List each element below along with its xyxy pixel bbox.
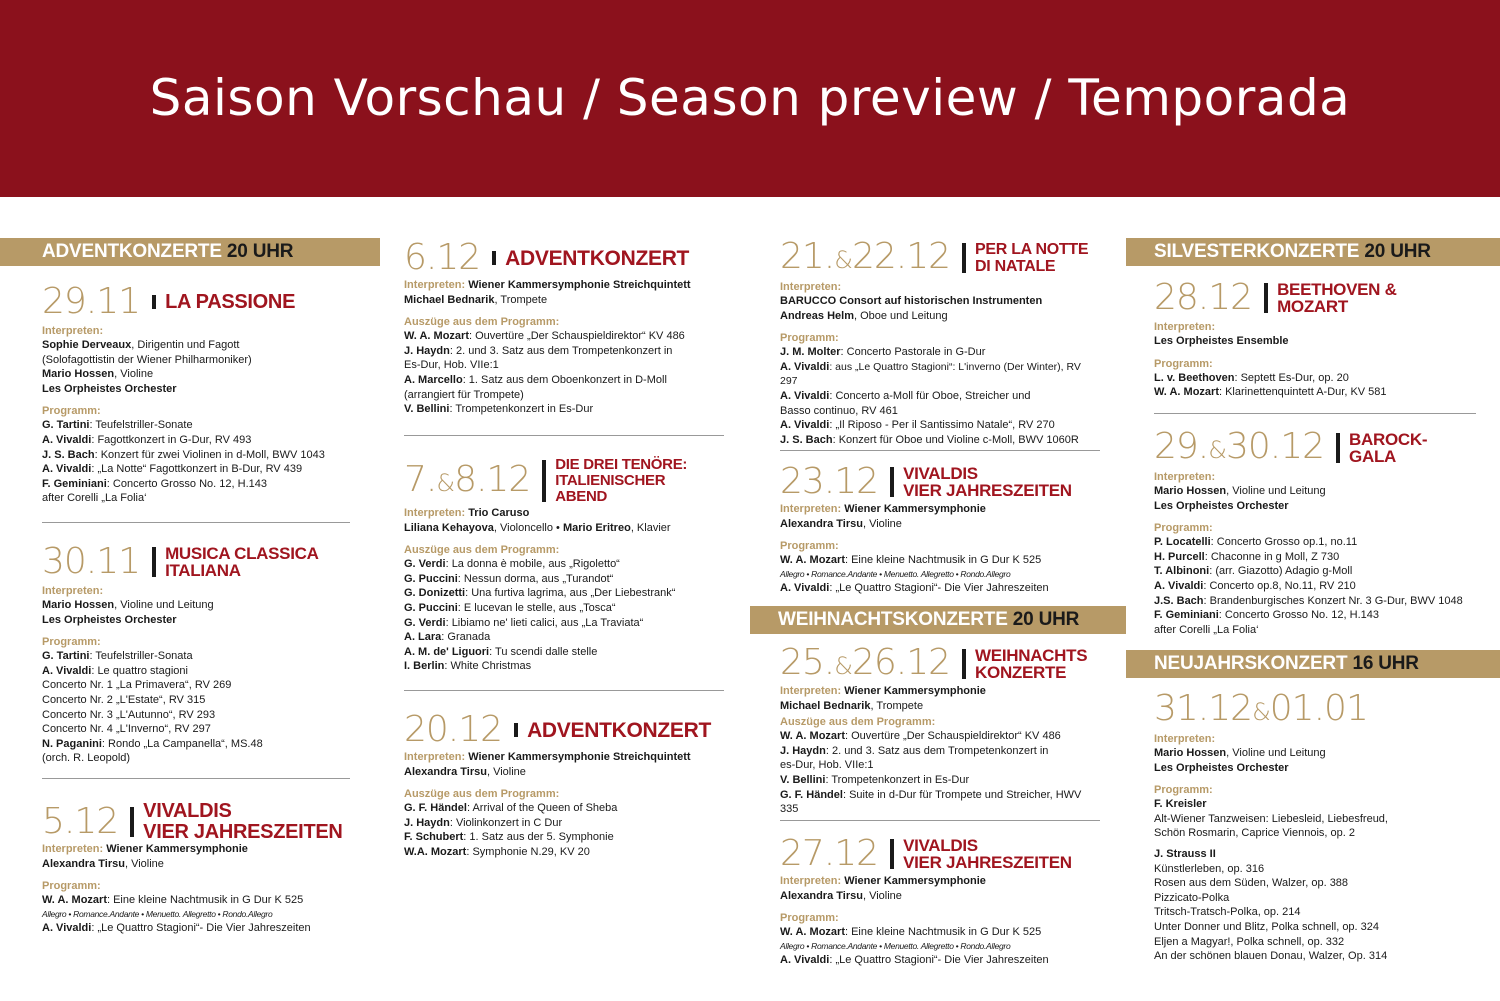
- program-list: W. A. Mozart: Eine kleine Nachtmusik in G Dur K 525 Allegro • Romance.Andante • Menuetto. Allegretto • Rondo.Allegro A. Vivaldi: „Le Quattro Stagioni“- Die Vier Jahreszeiten: [780, 926, 1049, 966]
- event-title: VIVALDIS VIER JAHRESZEITEN: [903, 836, 1072, 872]
- separator: [1154, 413, 1476, 414]
- program-label: Programm:: [780, 540, 839, 553]
- event-title: WEIHNACHTS KONZERTE: [975, 646, 1088, 682]
- event-6-12: 6.12 ADVENTKONZERT Interpreten: Wiener Kammersymphonie Streichquintett Michael Bednarik, Trompete Auszüge aus dem Programm: W. A. Mozart: Ouvertüre „Der Schauspieldirektor“ KV 486 J. Haydn: 2. und 3. Satz aus dem Trompetenkonzert in Es-Dur, Hob. VIIe:1 A. Marcello: 1. Satz aus dem Oboenkonzert in D-Moll (arrangiert für Trompete) V. Bellini: Trompetenkonzert in Es-Dur: [404, 238, 706, 417]
- separator: [404, 435, 724, 436]
- divider-bar: [130, 807, 134, 837]
- interpreters-list: Mario Hossen, Violine und Leitung Les Orpheistes Orchester: [1154, 485, 1326, 512]
- event-title: ADVENTKONZERT: [527, 718, 711, 742]
- interpreters-list: Alexandra Tirsu, Violine: [780, 889, 902, 902]
- event-date: 29.11: [42, 281, 141, 322]
- divider-bar: [890, 839, 894, 869]
- divider-bar: [1264, 283, 1268, 313]
- interpreters-label: Interpreten:: [404, 279, 466, 291]
- interpreters-label: Interpreten:: [42, 843, 104, 855]
- event-title: LA PASSIONE: [165, 290, 296, 313]
- program-label: Programm:: [42, 636, 101, 649]
- banner-label: NEUJAHRSKONZERT: [1154, 653, 1348, 674]
- interpreters-label: Interpreten:: [1154, 733, 1216, 745]
- event-date: 27.12: [780, 833, 879, 874]
- event-date: 20.12: [404, 709, 503, 750]
- event-29-30-12: [1154, 425, 1490, 637]
- event-21-22-12: [780, 235, 1100, 447]
- divider-bar: [514, 723, 518, 737]
- program-label: Programm:: [1154, 357, 1213, 370]
- event-20-12: 20.12 ADVENTKONZERT Interpreten: Wiener Kammersymphonie Streichquintett Alexandra Tirsu, Violine Auszüge aus dem Programm: G. F. Händel: Arrival of the Queen of Sheba J. Haydn: Violinkonzert in C Dur F. Schubert: 1. Satz aus der 5. Symphonie W.A. Mozart: Symphonie N.29, KV 20: [404, 709, 711, 858]
- event-date: 5.12: [42, 801, 119, 842]
- interpreters-list: Les Orpheistes Ensemble: [1154, 335, 1289, 347]
- interpreters-list: Michael Bednarik, Trompete: [404, 293, 548, 306]
- event-date: 21.&22.12: [780, 235, 951, 277]
- program-label: Programm:: [42, 880, 101, 893]
- separator: [404, 690, 724, 691]
- interpreters-list: Sophie Derveaux, Dirigentin und Fagott (Solofagottistin der Wiener Philharmoniker) Mario Hossen, Violine Les Orpheistes Orchester: [42, 339, 252, 395]
- interpreters-list: Liliana Kehayova, Violoncello • Mario Eritreo, Klavier: [404, 521, 671, 534]
- divider-bar: [152, 295, 156, 309]
- program-label: Programm:: [1154, 522, 1213, 535]
- separator: [780, 450, 1100, 451]
- program-label: Auszüge aus dem Programm:: [404, 544, 560, 557]
- separator: [42, 778, 350, 779]
- banner-label: ADVENTKONZERTE: [42, 241, 222, 262]
- interpreters-label: Interpreten:: [1154, 321, 1216, 333]
- program-list: P. Locatelli: Concerto Grosso op.1, no.11 H. Purcell: Chaconne in g Moll, Z 730 T. Albinoni: (arr. Giazotto) Adagio g-Moll A. Vivaldi: Concerto op.8, No.11, RV 210 J.S. Bach: Brandenburgisches Konzert Nr. 3 G-Dur, BWV 1048 F. Geminiani: Concerto Grosso No. 12, H.143 after Corelli „La Folia‘: [1154, 536, 1463, 636]
- program-label: Auszüge aus dem Programm:: [404, 316, 560, 329]
- interpreters-label: Interpreten:: [780, 503, 842, 515]
- banner-label: WEIHNACHTSKONZERTE: [778, 609, 1008, 630]
- event-30-11: [42, 542, 360, 766]
- program-label: Programm:: [42, 405, 101, 418]
- program-list: G. F. Händel: Arrival of the Queen of Sheba J. Haydn: Violinkonzert in C Dur F. Schubert: 1. Satz aus der 5. Symphonie W.A. Mozart: Symphonie N.29, KV 20: [404, 802, 618, 858]
- event-title: BAROCK- GALA: [1349, 430, 1428, 466]
- header-bar: [0, 0, 1500, 197]
- interpreters-list: Alexandra Tirsu, Violine: [404, 765, 526, 778]
- program-list: G. Verdi: La donna è mobile, aus „Rigoletto“ G. Puccini: Nessun dorma, aus „Turandot“ G. Donizetti: Una furtiva lagrima, aus „Der Liebestrank“ G. Puccini: E lucevan le stelle, aus „Tosca“ G. Verdi: Libiamo ne' lieti calici, aus „La Traviata“ A. Lara: Granada A. M. de' Liguori: Tu scendi dalle stelle I. Berlin: White Christmas: [404, 558, 676, 673]
- interpreters-label: Interpreten:: [1154, 471, 1216, 483]
- program-list: W. A. Mozart: Eine kleine Nachtmusik in G Dur K 525 Allegro • Romance.Andante • Menuetto. Allegretto • Rondo.Allegro A. Vivaldi: „Le Quattro Stagioni“- Die Vier Jahreszeiten: [42, 894, 311, 934]
- event-27-12: 27.12 VIVALDIS VIER JAHRESZEITEN Interpreten: Wiener Kammersymphonie Alexandra Tirsu, Violine Programm: W. A. Mozart: Eine kleine Nachtmusik in G Dur K 525 Allegro • Romance.Andante • Menuetto. Allegretto • Rondo.Allegro A. Vivaldi: „Le Quattro Stagioni“- Die Vier Jahreszeiten: [780, 834, 1100, 967]
- program-list: W. A. Mozart: Ouvertüre „Der Schauspieldirektor“ KV 486 J. Haydn: 2. und 3. Satz aus dem Trompetenkonzert in Es-Dur, Hob. VIIe:1 A. Marcello: 1. Satz aus dem Oboenkonzert in D-Moll (arrangiert für Trompete) V. Bellini: Trompetenkonzert in Es-Dur: [404, 330, 685, 416]
- event-25-26-12: 25.&26.12 WEIHNACHTS KONZERTE Interpreten: Wiener Kammersymphonie Michael Bednarik, Trompete Auszüge aus dem Programm: W. A. Mozart: Ouvertüre „Der Schauspieldirektor“ KV 486 J. Haydn: 2. und 3. Satz aus dem Trompetenkonzert in es-Dur, Hob. VIIe:1 V. Bellini: Trompetenkonzert in Es-Dur G. F. Händel: Suite in d-Dur für Trompete und Streicher, HWV 335: [780, 644, 1100, 817]
- banner-time: 20 UHR: [1012, 609, 1080, 630]
- event-date: 25.&26.12: [780, 641, 951, 683]
- divider-bar: [890, 467, 894, 497]
- program-list: G. Tartini: Teufelstriller-Sonata A. Vivaldi: Le quattro stagioni Concerto Nr. 1 „La Primavera“, RV 269 Concerto Nr. 2 „L'Estate“, RV 315 Concerto Nr. 3 „L'Autunno“, RV 293 Concerto Nr. 4 „L'Inverno“, RV 297 N. Paganini: Rondo „La Campanella“, MS.48 (orch. R. Leopold): [42, 650, 263, 765]
- page-title: Saison Vorschau / Season preview / Temporada: [149, 69, 1351, 127]
- interpreters-list: Mario Hossen, Violine und Leitung Les Orpheistes Orchester: [42, 599, 214, 626]
- event-title: VIVALDIS VIER JAHRESZEITEN: [903, 464, 1072, 500]
- section-banner-neujahr: [1126, 650, 1500, 678]
- program-list: F. Kreisler Alt-Wiener Tanzweisen: Liebesleid, Liebesfreud, Schön Rosmarin, Caprice Viennois, op. 2 J. Strauss II Künstlerleben, op. 316 Rosen aus dem Süden, Walzer, op. 388 Pizzicato-Polka Tritsch-Tratsch-Polka, op. 214 Unter Donner und Blitz, Polka schnell, op. 324 Eljen a Magyar!, Polka schnell, op. 332 An der schönen blauen Donau, Walzer, Op. 314: [1154, 798, 1388, 963]
- interpreters-list: Alexandra Tirsu, Violine: [780, 517, 902, 530]
- interpreters-label: Interpreten:: [42, 585, 104, 597]
- interpreters-label: Interpreten:: [404, 507, 466, 519]
- interpreters-label: Interpreten:: [42, 325, 104, 337]
- program-list: G. Tartini: Teufelstriller-Sonate A. Vivaldi: Fagottkonzert in G-Dur, RV 493 J. S. Bach: Konzert für zwei Violinen in d-Moll, BWV 1043 A. Vivaldi: „La Notte“ Fagottkonzert in B-Dur, RV 439 F. Geminiani: Concerto Grosso No. 12, H.143 after Corelli „La Folia‘: [42, 419, 325, 505]
- divider-bar: [542, 460, 546, 502]
- event-date: 29.&30.12: [1154, 425, 1325, 467]
- section-banner-advent: [0, 238, 380, 266]
- event-title: PER LA NOTTE DI NATALE: [975, 241, 1089, 275]
- divider-bar: [1336, 433, 1340, 463]
- event-date: 23.12: [780, 461, 879, 502]
- program-list: W. A. Mozart: Ouvertüre „Der Schauspieldirektor“ KV 486 J. Haydn: 2. und 3. Satz aus dem Trompetenkonzert in es-Dur, Hob. VIIe:1 V. Bellini: Trompetenkonzert in Es-Dur G. F. Händel: Suite in d-Dur für Trompete und Streicher, HWV 335: [780, 730, 1082, 816]
- interpreters-list: BARUCCO Consort auf historischen Instrumenten Andreas Helm, Oboe und Leitung: [780, 295, 1043, 322]
- interpreters-list: Michael Bednarik, Trompete: [780, 699, 924, 712]
- program-label: Auszüge aus dem Programm:: [780, 716, 936, 729]
- event-title: MUSICA CLASSICA ITALIANA: [165, 544, 319, 580]
- interpreters-label: Interpreten:: [780, 875, 842, 887]
- event-date: 7.&8.12: [404, 458, 531, 500]
- event-7-8-12: 7.&8.12 DIE DREI TENÖRE: ITALIENISCHER ABEND Interpreten: Trio Caruso Liliana Kehayova, Violoncello • Mario Eritreo, Klavier Auszüge aus dem Programm: G. Verdi: La donna è mobile, aus „Rigoletto“ G. Puccini: Nessun dorma, aus „Turandot“ G. Donizetti: Una furtiva lagrima, aus „Der Liebestrank“ G. Puccini: E lucevan le stelle, aus „Tosca“ G. Verdi: Libiamo ne' lieti calici, aus „La Traviata“ A. Lara: Granada A. M. de' Liguori: Tu scendi dalle stelle I. Berlin: White Christmas: [404, 456, 706, 674]
- separator: [42, 522, 350, 523]
- program-list: J. M. Molter: Concerto Pastorale in G-Dur A. Vivaldi: aus „Le Quattro Stagioni“: L'inverno (Der Winter), RV 297 A. Vivaldi: Concerto a-Moll für Oboe, Streicher und Basso continuo, RV 461 A. Vivaldi: „Il Riposo - Per il Santissimo Natale“, RV 270 J. S. Bach: Konzert für Oboe und Violine c-Moll, BWV 1060R: [780, 346, 1081, 446]
- interpreters-list: Alexandra Tirsu, Violine: [42, 857, 164, 870]
- divider-bar: [962, 649, 966, 679]
- section-banner-christmas: [750, 606, 1126, 634]
- event-date: 31.12&01.01: [1154, 687, 1368, 729]
- interpreters-label: Interpreten:: [404, 751, 466, 763]
- banner-time: 20 UHR: [1364, 241, 1431, 262]
- banner-time: 16 UHR: [1352, 653, 1419, 674]
- separator: [780, 820, 1100, 821]
- event-31-12-01-01: [1154, 687, 1490, 964]
- event-date: 28.12: [1154, 277, 1253, 318]
- divider-bar: [492, 251, 496, 265]
- program-list: L. v. Beethoven: Septett Es-Dur, op. 20 W. A. Mozart: Klarinettenquintett A-Dur, KV 581: [1154, 371, 1387, 399]
- event-title: BEETHOVEN & MOZART: [1277, 280, 1397, 316]
- event-date: 30.11: [42, 541, 141, 582]
- program-label: Auszüge aus dem Programm:: [404, 788, 560, 801]
- interpreters-list: Mario Hossen, Violine und Leitung Les Orpheistes Orchester: [1154, 747, 1326, 774]
- divider-bar: [152, 547, 156, 577]
- banner-label: SILVESTERKONZERTE: [1154, 241, 1360, 262]
- divider-bar: [962, 243, 966, 273]
- event-date: 6.12: [404, 237, 481, 278]
- event-title: VIVALDIS VIER JAHRESZEITEN: [143, 800, 343, 843]
- event-5-12: 5.12 VIVALDIS VIER JAHRESZEITEN Interpreten: Wiener Kammersymphonie Alexandra Tirsu, Violine Programm: W. A. Mozart: Eine kleine Nachtmusik in G Dur K 525 Allegro • Romance.Andante • Menuetto. Allegretto • Rondo.Allegro A. Vivaldi: „Le Quattro Stagioni“- Die Vier Jahreszeiten: [42, 802, 360, 935]
- banner-time: 20 UHR: [226, 241, 294, 262]
- event-title: ADVENTKONZERT: [505, 246, 690, 270]
- interpreters-label: Interpreten:: [780, 281, 842, 293]
- event-29-11: [42, 282, 360, 506]
- event-28-12: [1154, 278, 1490, 400]
- program-list: W. A. Mozart: Eine kleine Nachtmusik in G Dur K 525 Allegro • Romance.Andante • Menuetto. Allegretto • Rondo.Allegro A. Vivaldi: „Le Quattro Stagioni“- Die Vier Jahreszeiten: [780, 554, 1049, 594]
- interpreters-label: Interpreten:: [780, 685, 842, 697]
- section-banner-silvester: [1126, 238, 1500, 266]
- program-label: Programm:: [1154, 784, 1213, 797]
- program-label: Programm:: [780, 912, 839, 925]
- event-title: DIE DREI TENÖRE: ITALIENISCHER ABEND: [555, 456, 688, 505]
- event-23-12: 23.12 VIVALDIS VIER JAHRESZEITEN Interpreten: Wiener Kammersymphonie Alexandra Tirsu, Violine Programm: W. A. Mozart: Eine kleine Nachtmusik in G Dur K 525 Allegro • Romance.Andante • Menuetto. Allegretto • Rondo.Allegro A. Vivaldi: „Le Quattro Stagioni“- Die Vier Jahreszeiten: [780, 462, 1100, 595]
- program-label: Programm:: [780, 332, 839, 345]
